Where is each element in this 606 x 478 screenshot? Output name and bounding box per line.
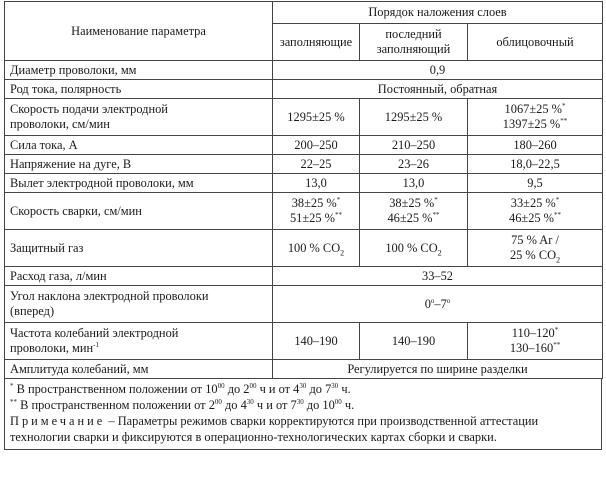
header-fill: заполняющие [273,24,360,61]
row-oscillation-amplitude [5,360,603,379]
header-param-name: Наименование параметра [5,2,273,61]
voltage-fill: 22–25 [273,155,360,174]
amperage-face: 180–260 [468,136,603,155]
wire-feed-face: 1067±25 %* 1397±25 %** [468,99,603,136]
row-oscillation-frequency [5,323,603,360]
diameter-value: 0,9 [273,61,603,80]
voltage-last: 23–26 [360,155,468,174]
stickout-label: Вылет электродной проволоки, мм [5,174,273,193]
welding-parameters-document [4,1,602,450]
voltage-label: Напряжение на дуге, В [5,155,273,174]
diameter-label: Диаметр проволоки, мм [5,61,273,80]
shielding-gas-label: Защитный газ [5,230,273,267]
footnote-double-asterisk: ** В пространственном положении от $2^{00}$ до $4^{30}$ ч и от $7^{30}$ до $10^{00}$ ч. [10,398,355,413]
wire-feed-last: 1295±25 % [360,99,468,136]
row-current-type [5,80,603,99]
row-stickout [5,174,603,193]
row-diameter [5,61,603,80]
welding-speed-last: 38±25 %* 46±25 %** [360,193,468,230]
oscillation-frequency-label: Частота колебаний электродной проволоки, мин$^{-1}$ [5,323,273,360]
wire-feed-fill: 1295±25 % [273,99,360,136]
footnote-single-asterisk: * В пространственном положении от $10^{00}$ до $2^{00}$ ч и от $4^{30}$ до $7^{30}$ ч. [10,381,351,396]
oscillation-frequency-last: 140–190 [360,323,468,360]
oscillation-amplitude-label: Амплитуда колебаний, мм [5,360,273,379]
current-type-label: Род тока, полярность [5,80,273,99]
row-amperage [5,136,603,155]
amperage-fill: 200–250 [273,136,360,155]
shielding-gas-fill: 100 % $CO_2$ [273,230,360,267]
header-layer-order: Порядок наложения слоев [273,2,603,24]
oscillation-amplitude-value: Регулируется по ширине разделки [273,360,603,379]
table-notes [4,379,602,450]
shielding-gas-face: 75 % Ar / 25 % $CO_2$ [468,230,603,267]
amperage-last: 210–250 [360,136,468,155]
header-facing: облицовочный [468,24,603,61]
header-last-fill: последний заполняющий [360,24,468,61]
row-shielding-gas [5,230,603,267]
gas-flow-label: Расход газа, л/мин [5,267,273,286]
stickout-last: 13,0 [360,174,468,193]
row-voltage [5,155,603,174]
welding-parameters-table [4,1,603,379]
header-row-1 [5,2,603,24]
shielding-gas-last: 100 % $CO_2$ [360,230,468,267]
row-wire-feed [5,99,603,136]
stickout-fill: 13,0 [273,174,360,193]
welding-speed-label: Скорость сварки, см/мин [5,193,273,230]
amperage-label: Сила тока, А [5,136,273,155]
wire-feed-label: Скорость подачи электродной проволоки, см/мин [5,99,273,136]
row-gas-flow [5,267,603,286]
welding-speed-fill: 38±25 %* 51±25 %** [273,193,360,230]
remark-label: Примечание [10,414,106,429]
oscillation-frequency-fill: 140–190 [273,323,360,360]
remark-text: – Параметры режимов сварки корректируются при производственной аттестации технологии сварки и фиксируются в операционно-технологических картах сборки и сварки. [10,414,539,445]
voltage-face: 18,0–22,5 [468,155,603,174]
row-wire-angle [5,286,603,323]
remark [10,413,596,445]
gas-flow-value: 33–52 [273,267,603,286]
wire-angle-value: $0^о-7^о$ [273,286,603,323]
wire-angle-label: Угол наклона электродной проволоки (вперед) [5,286,273,323]
stickout-face: 9,5 [468,174,603,193]
current-type-value: Постоянный, обратная [273,80,603,99]
welding-speed-face: 33±25 %* 46±25 %** [468,193,603,230]
oscillation-frequency-face: 110–120* 130–160** [468,323,603,360]
row-welding-speed [5,193,603,230]
